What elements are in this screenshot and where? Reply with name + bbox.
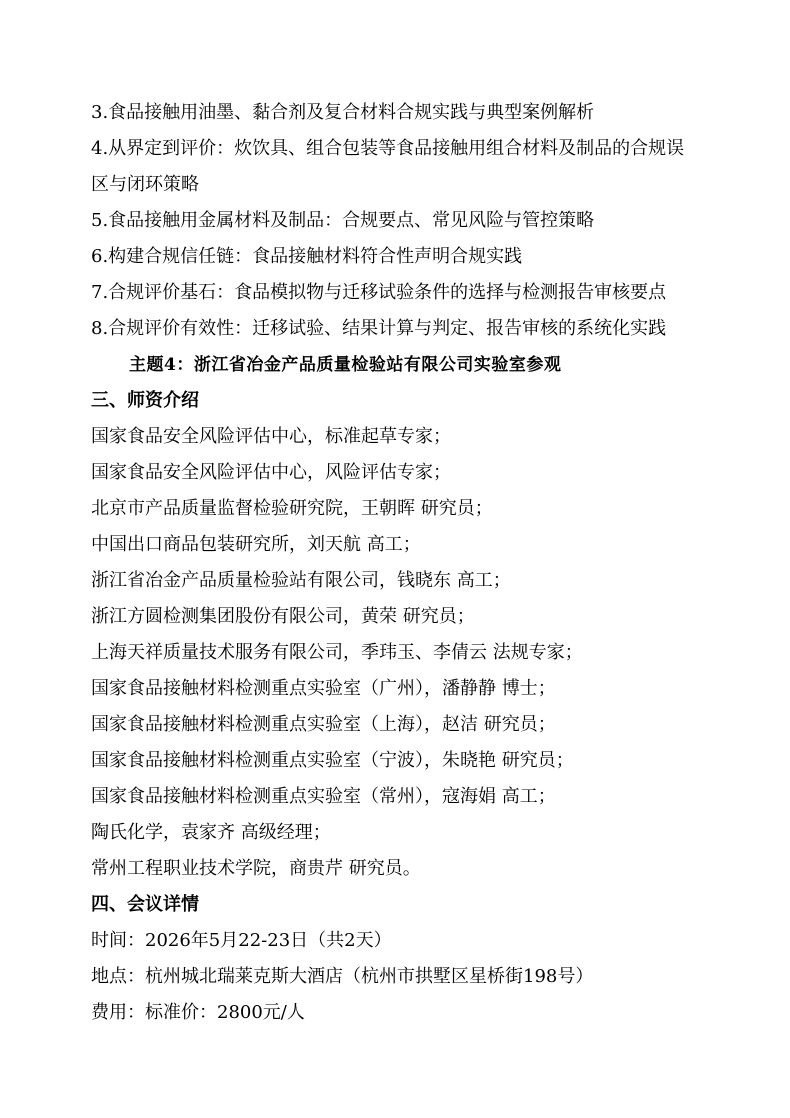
topic-item: 8.合规评价有效性：迁移试验、结果计算与判定、报告审核的系统化实践	[91, 318, 667, 339]
meeting-time: 时间：2026年5月22-23日（共2天）	[91, 930, 392, 951]
faculty-item: 国家食品接触材料检测重点实验室（上海），赵洁 研究员；	[91, 714, 556, 735]
faculty-item: 浙江省冶金产品质量检验站有限公司，钱晓东 高工；	[91, 570, 511, 591]
topic-item: 6.构建合规信任链：食品接触材料符合性声明合规实践	[91, 246, 523, 267]
faculty-item: 中国出口商品包装研究所，刘天航 高工；	[91, 534, 421, 555]
faculty-item: 北京市产品质量监督检验研究院，王朝晖 研究员；	[91, 498, 493, 519]
faculty-item: 陶氏化学，袁家齐 高级经理；	[91, 822, 331, 843]
topic-item: 4.从界定到评价：炊饮具、组合包装等食品接触用组合材料及制品的合规误	[91, 138, 685, 159]
faculty-item: 国家食品接触材料检测重点实验室（常州），寇海娟 高工；	[91, 786, 556, 807]
faculty-item: 国家食品接触材料检测重点实验室（广州），潘静静 博士；	[91, 678, 556, 699]
topic-item: 3.食品接触用油墨、黏合剂及复合材料合规实践与典型案例解析	[91, 102, 595, 123]
topic-4-heading: 主题4：浙江省冶金产品质量检验站有限公司实验室参观	[129, 355, 562, 375]
faculty-item: 国家食品安全风险评估中心，风险评估专家；	[91, 462, 451, 483]
faculty-item: 国家食品安全风险评估中心，标准起草专家；	[91, 426, 451, 447]
faculty-item: 常州工程职业技术学院，商贵芹 研究员。	[91, 858, 421, 879]
faculty-item: 国家食品接触材料检测重点实验室（宁波），朱晓艳 研究员；	[91, 750, 574, 771]
meeting-location: 地点：杭州城北瑞莱克斯大酒店（杭州市拱墅区星桥街198号）	[91, 966, 594, 987]
document-page	[91, 95, 711, 1031]
faculty-heading: 三、师资介绍	[91, 390, 199, 411]
faculty-item: 浙江方圆检测集团股份有限公司，黄荣 研究员；	[91, 606, 475, 627]
meeting-fee: 费用：标准价：2800元/人	[91, 1002, 305, 1023]
topic-item: 5.食品接触用金属材料及制品：合规要点、常见风险与管控策略	[91, 210, 595, 231]
faculty-item: 上海天祥质量技术服务有限公司，季玮玉、李倩云 法规专家；	[91, 642, 583, 663]
topic-item-continued: 区与闭环策略	[91, 174, 199, 195]
meeting-heading: 四、会议详情	[91, 894, 199, 915]
topic-item: 7.合规评价基石：食品模拟物与迁移试验条件的选择与检测报告审核要点	[91, 282, 667, 303]
